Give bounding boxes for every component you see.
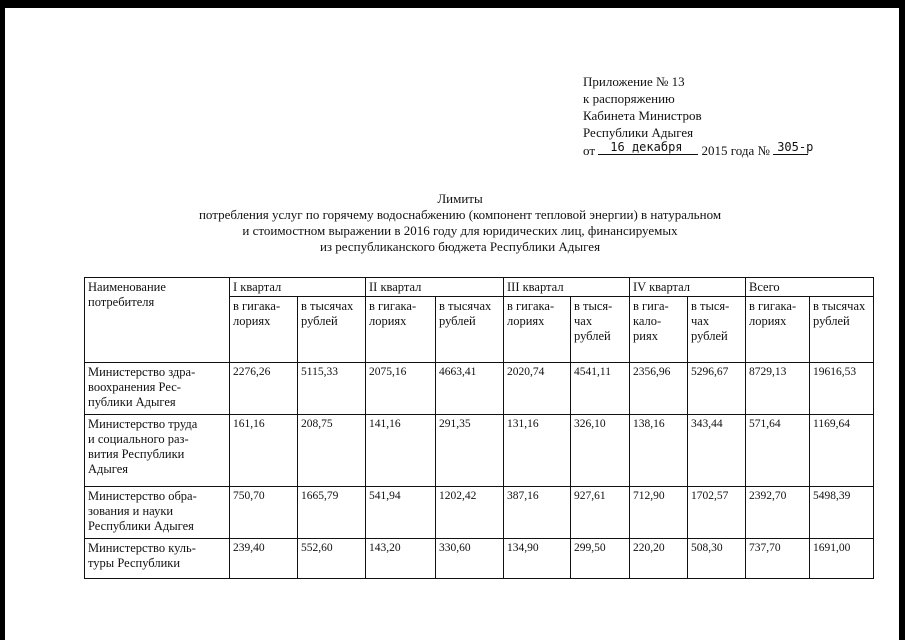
unit-header-cell: в гига- кало- риях [630, 297, 688, 363]
number-fill-blank [773, 140, 814, 155]
value-cell: 737,70 [746, 539, 810, 579]
appendix-line: к распоряжению [583, 91, 675, 106]
consumer-name-line: публики Адыгея [88, 395, 176, 409]
unit-header-cell: в гигака- лориях [366, 297, 436, 363]
value-cell: 2392,70 [746, 487, 810, 539]
title-line: и стоимостном выражении в 2016 году для юридических лиц, финансируемых [242, 223, 678, 238]
title-line: Лимиты [437, 191, 483, 206]
value-cell: 2276,26 [230, 363, 298, 415]
value-cell: 5115,33 [298, 363, 366, 415]
value-cell: 927,61 [571, 487, 630, 539]
value-cell: 19616,53 [810, 363, 874, 415]
scan-border-right [899, 0, 905, 640]
quarter-header: I квартал [230, 278, 366, 297]
unit-header-cell: в тысячах рублей [436, 297, 504, 363]
appendix-line: Кабинета Министров [583, 108, 702, 123]
title-line: из республиканского бюджета Республики Адыгея [319, 239, 601, 254]
quarter-header: III квартал [504, 278, 630, 297]
value-cell: 4663,41 [436, 363, 504, 415]
consumer-name-line: Министерство обра- [88, 489, 197, 503]
value-cell: 5498,39 [810, 487, 874, 539]
value-cell: 330,60 [436, 539, 504, 579]
value-cell: 2356,96 [630, 363, 688, 415]
consumer-name-cell [85, 415, 230, 487]
number-handwritten: 305-р [777, 140, 814, 154]
scan-border-top [0, 0, 905, 8]
value-cell: 1702,57 [688, 487, 746, 539]
consumer-name-cell [85, 487, 230, 539]
table-row [85, 415, 874, 487]
value-cell: 138,16 [630, 415, 688, 487]
quarter-header: II квартал [366, 278, 504, 297]
title-line: потребления услуг по горячему водоснабжению (компонент тепловой энергии) в натуральном [198, 207, 722, 222]
value-cell: 299,50 [571, 539, 630, 579]
appendix-line: Приложение № 13 [583, 74, 685, 89]
name-header-cell: Наименование потребителя [85, 278, 230, 363]
unit-header-cell: в гигака- лориях [504, 297, 571, 363]
consumer-name-line: и социального раз- [88, 432, 189, 446]
unit-header-cell: в тыся- чах рублей [571, 297, 630, 363]
consumer-name-line: Республики Адыгея [88, 519, 194, 533]
value-cell: 4541,11 [571, 363, 630, 415]
value-cell: 1665,79 [298, 487, 366, 539]
unit-header-cell: в тыся- чах рублей [688, 297, 746, 363]
date-prefix: от [583, 143, 596, 158]
consumer-name-line: туры Республики [88, 556, 181, 570]
value-cell: 571,64 [746, 415, 810, 487]
date-suffix: 2015 года № [701, 143, 770, 158]
value-cell: 552,60 [298, 539, 366, 579]
value-cell: 508,30 [688, 539, 746, 579]
value-cell: 5296,67 [688, 363, 746, 415]
document-title [140, 191, 780, 255]
consumer-name-line: Министерство куль- [88, 541, 196, 555]
consumer-name-line: зования и науки [88, 504, 174, 518]
value-cell: 1691,00 [810, 539, 874, 579]
value-cell: 2020,74 [504, 363, 571, 415]
value-cell: 239,40 [230, 539, 298, 579]
value-cell: 712,90 [630, 487, 688, 539]
value-cell: 134,90 [504, 539, 571, 579]
date-handwritten: 16 декабря [610, 140, 683, 154]
limits-table [84, 277, 874, 579]
value-cell: 141,16 [366, 415, 436, 487]
consumer-name-line: вития Республики [88, 447, 185, 461]
value-cell: 750,70 [230, 487, 298, 539]
value-cell: 161,16 [230, 415, 298, 487]
value-cell: 131,16 [504, 415, 571, 487]
value-cell: 1169,64 [810, 415, 874, 487]
table-row [85, 539, 874, 579]
appendix-block [583, 73, 814, 159]
table-row [85, 363, 874, 415]
value-cell: 220,20 [630, 539, 688, 579]
value-cell: 291,35 [436, 415, 504, 487]
scan-border-left [0, 0, 5, 640]
value-cell: 541,94 [366, 487, 436, 539]
consumer-name-line: Адыгея [88, 462, 129, 476]
value-cell: 326,10 [571, 415, 630, 487]
value-cell: 387,16 [504, 487, 571, 539]
date-fill-blank [598, 141, 698, 155]
value-cell: 143,20 [366, 539, 436, 579]
value-cell: 8729,13 [746, 363, 810, 415]
consumer-name-cell [85, 363, 230, 415]
value-cell: 2075,16 [366, 363, 436, 415]
appendix-date-line [583, 140, 814, 159]
value-cell: 208,75 [298, 415, 366, 487]
unit-header-cell: в тысячах рублей [810, 297, 874, 363]
table-row [85, 487, 874, 539]
unit-header-cell: в гигака- лориях [746, 297, 810, 363]
quarter-header: IV квартал [630, 278, 746, 297]
appendix-line: Республики Адыгея [583, 125, 694, 140]
value-cell: 1202,42 [436, 487, 504, 539]
consumer-name-line: Министерство труда [88, 417, 198, 431]
unit-header-cell: в тысячах рублей [298, 297, 366, 363]
value-cell: 343,44 [688, 415, 746, 487]
unit-header-cell: в гигака- лориях [230, 297, 298, 363]
consumer-name-line: воохранения Рес- [88, 380, 181, 394]
quarter-header: Всего [746, 278, 874, 297]
consumer-name-line: Министерство здра- [88, 365, 196, 379]
consumer-name-cell [85, 539, 230, 579]
